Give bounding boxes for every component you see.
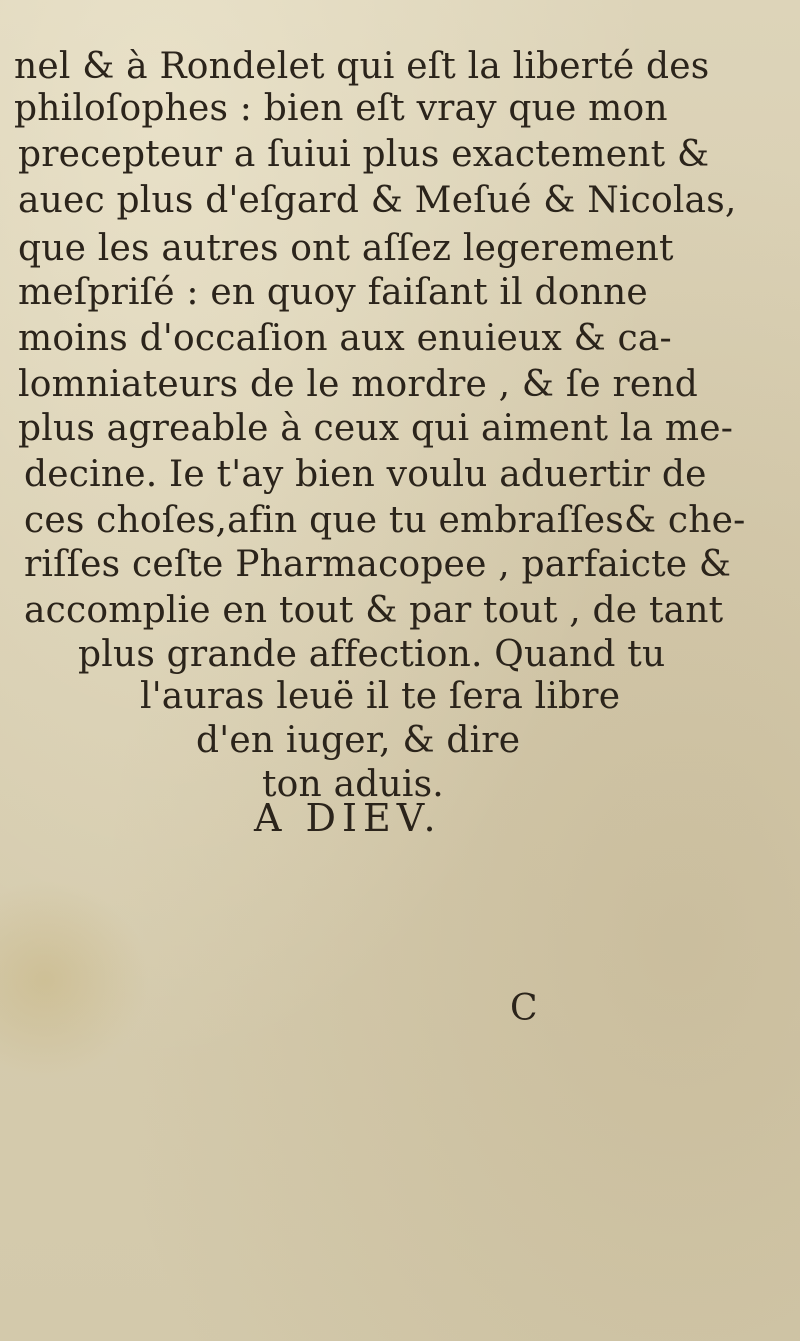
paper-stain <box>0 880 150 1080</box>
text-line-7: moins d'occaſion aux enuieux & ca- <box>18 318 672 359</box>
text-line-13: accomplie en tout & par tout , de tant <box>24 590 724 631</box>
text-line-4: auec plus d'eſgard & Meſué & Nicolas, <box>18 180 737 221</box>
text-line-10: decine. Ie t'ay bien voulu aduertir de <box>24 454 707 495</box>
text-line-12: riſſes ceſte Pharmacopee , parfaicte & <box>24 544 732 585</box>
text-line-15: l'auras leuë il te ſera libre <box>140 676 621 717</box>
text-line-8: lomniateurs de le mordre , & ſe rend <box>18 364 699 405</box>
text-line-14: plus grande affection. Quand tu <box>78 634 666 675</box>
text-line-9: plus agreable à ceux qui aiment la me- <box>18 408 734 449</box>
text-line-17: ton aduis. <box>262 764 444 805</box>
text-line-16: d'en iuger, & dire <box>196 720 521 761</box>
text-line-3: precepteur a ſuiui plus exactement & <box>18 134 710 175</box>
text-line-11: ces choſes,afin que tu embraſſes& che- <box>24 500 746 541</box>
farewell-heading: A DIEV. <box>254 796 442 840</box>
text-line-6: meſpriſé : en quoy faiſant il donne <box>18 272 648 313</box>
signature-mark: C <box>510 988 538 1029</box>
text-line-1: nel & à Rondelet qui eſt la liberté des <box>14 46 710 87</box>
text-line-2: philoſophes : bien eſt vray que mon <box>14 88 668 129</box>
text-line-5: que les autres ont aſſez legerement <box>18 228 674 269</box>
